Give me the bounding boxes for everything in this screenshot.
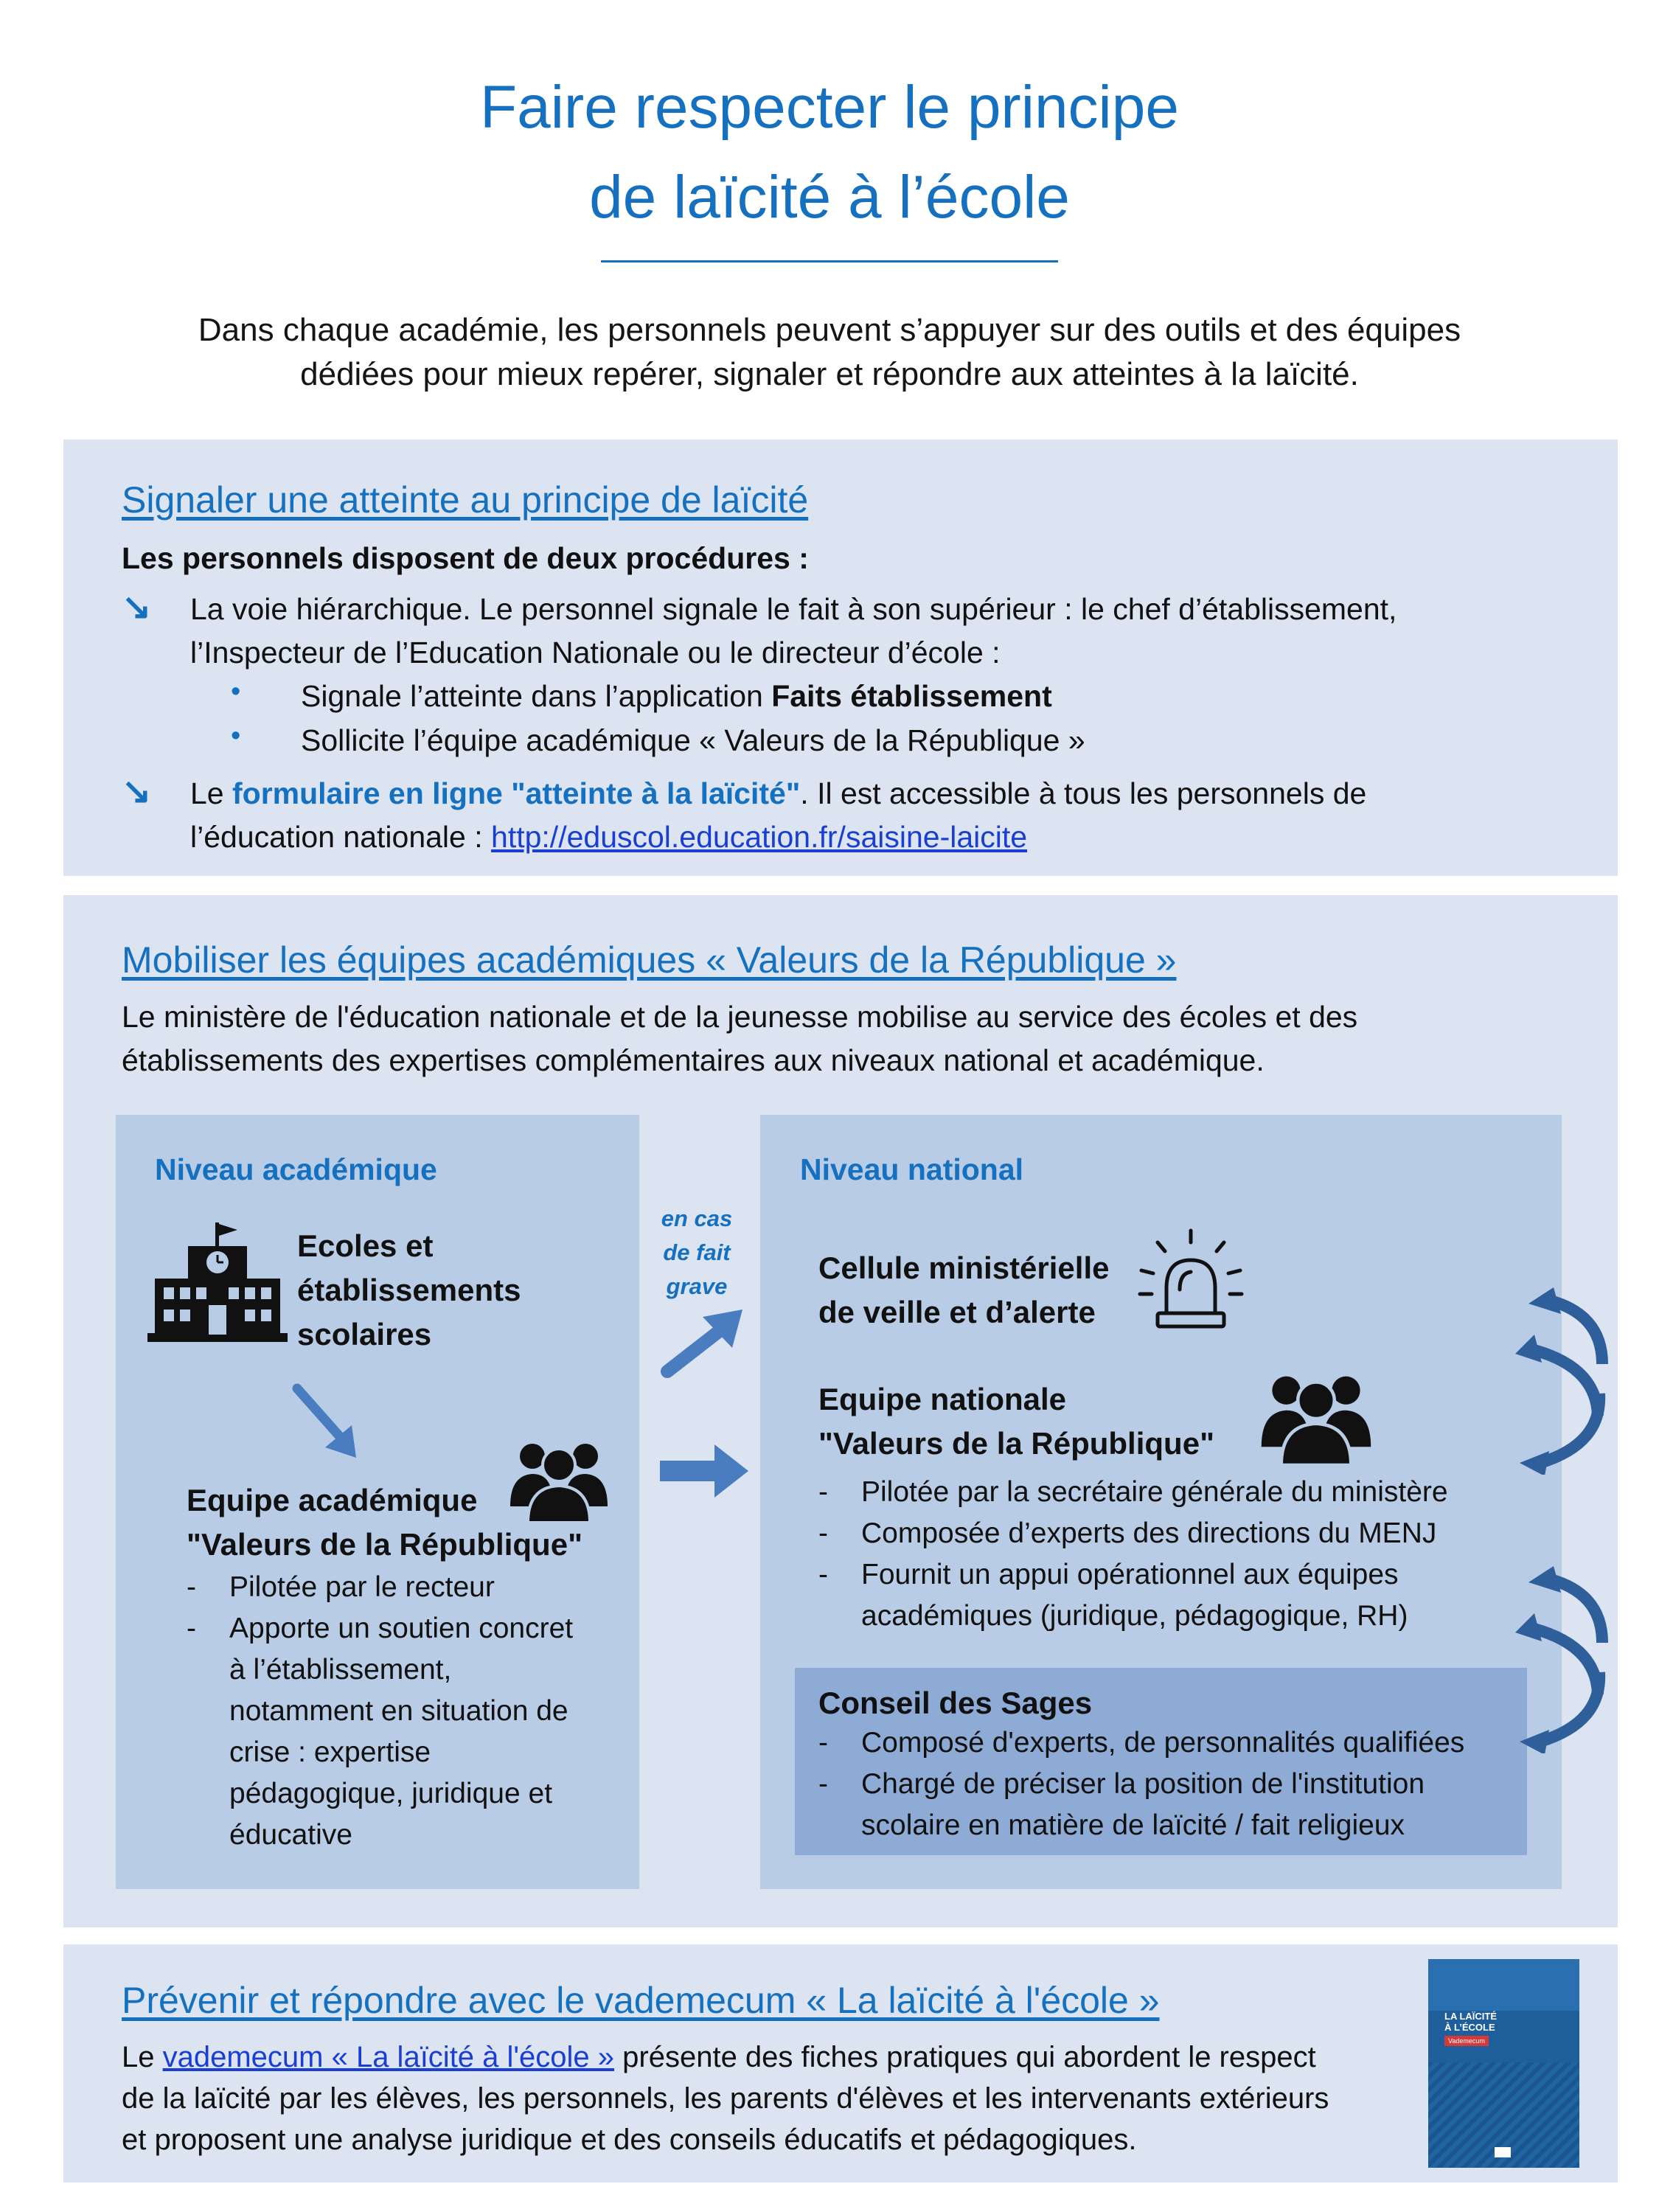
equipe-nationale-title [818,1377,1214,1466]
prevenir-line-3: et proposent une analyse juridique et des conseils éducatifs et pédagogiques. [122,2124,1137,2156]
ecoles-etablissements-label [297,1224,521,1357]
right-arrow-icon [658,1441,751,1500]
en-cas-de-fait-grave-label [649,1202,745,1304]
formulaire-line2-prefix: l’éducation nationale : [190,820,492,854]
conseil-des-sages-list [818,1722,1519,1846]
team-people-icon [1257,1366,1375,1465]
list-item-text: Composée d’experts des directions du MENJ [861,1517,1437,1549]
bullet-solliciter-equipe: Sollicite l’équipe académique « Valeurs de la République » [301,723,1085,757]
mobiliser-title: Mobiliser les équipes académiques « Valeurs de la République » [122,939,1177,981]
cover-title [1444,2011,1497,2033]
schools-line-1: Ecoles et [297,1228,434,1263]
down-right-arrow-icon [291,1382,365,1464]
list-item-text: à l’établissement, [229,1654,452,1686]
list-item-text: Chargé de préciser la position de l'institution [861,1768,1425,1800]
prevenir-line1-suffix: présente des fiches pratiques qui abordent le respect [614,2041,1316,2073]
cellule-veille-alerte-label [818,1246,1110,1335]
signaler-title: Signaler une atteinte au principe de laïcité [122,479,809,521]
conseil-des-sages-title: Conseil des Sages [818,1686,1093,1720]
cellule-line-1: Cellule ministérielle [818,1251,1110,1285]
list-item [818,1513,1556,1554]
diagonal-arrow-icon: ↘ [122,772,152,811]
middle-line-2: de fait [663,1239,731,1265]
equipe-nationale-line-2: "Valeurs de la République" [818,1426,1214,1461]
bullet-1-text: Signale l’atteinte dans l’application [301,679,772,713]
dash-marker: - [187,1571,196,1603]
procedure-hierarchique-line-1: La voie hiérarchique. Le personnel signale le fait à son supérieur : le chef d’établissement, [190,592,1397,626]
equipe-academique-line-1: Equipe académique [187,1483,478,1517]
middle-line-3: grave [666,1273,728,1299]
formulaire-prefix: Le [190,776,232,810]
intro-line-2: dédiées pour mieux repérer, signaler et répondre aux atteintes à la laïcité. [300,356,1359,392]
list-item [818,1722,1519,1764]
dash-marker: - [818,1476,828,1508]
intro-text [103,308,1556,397]
republique-logo [1495,2147,1511,2157]
prevenir-text [122,2037,1329,2160]
list-item-text: Pilotée par la secrétaire générale du ministère [861,1476,1448,1508]
bullet-faits-etablissement [301,675,1052,718]
mobiliser-text-line-2: établissements des expertises complémentaires aux niveaux national et académique. [122,1043,1265,1077]
list-item [187,1608,629,1856]
dash-marker: - [818,1727,828,1759]
procedure-hierarchique [190,588,1397,675]
page-title [0,63,1659,243]
cellule-line-2: de veille et d’alerte [818,1295,1096,1329]
list-item-text: Composé d'experts, de personnalités qualifiées [861,1727,1465,1759]
bullet-icon: • [231,676,241,707]
equipe-academique-list [187,1567,629,1856]
dash-marker: - [818,1517,828,1549]
list-item-text: Fournit un appui opérationnel aux équipes [861,1559,1399,1590]
title-line-2: de laïcité à l’école [589,164,1070,231]
list-item-text: Pilotée par le recteur [229,1571,495,1603]
bullet-icon: • [231,720,241,751]
procedure-formulaire [190,772,1366,859]
list-item [818,1764,1519,1846]
cover-title-line-2: À L’ÉCOLE [1444,2022,1495,2033]
saisine-laicite-link[interactable]: http://eduscol.education.fr/saisine-laicite [491,820,1028,854]
diagonal-arrow-icon: ↘ [122,588,152,627]
list-item-text: crise : expertise [229,1736,431,1768]
title-divider [601,260,1058,262]
list-item [818,1472,1556,1513]
list-item-text: éducative [229,1819,352,1851]
list-item-text: notamment en situation de [229,1695,568,1727]
procedure-formulaire-line-1 [190,772,1366,815]
prevenir-line-2: de la laïcité par les élèves, les personnels, les parents d'élèves et les intervenants extérieurs [122,2082,1329,2115]
formulaire-suffix: . Il est accessible à tous les personnels de [800,776,1367,810]
exchange-arrows-icon [1515,1562,1618,1753]
mobiliser-text-line-1: Le ministère de l'éducation nationale et de la jeunesse mobilise au service des écoles et des [122,1000,1358,1034]
niveau-academique-label: Niveau académique [155,1152,437,1186]
dash-marker: - [818,1768,828,1800]
equipe-nationale-list [818,1472,1556,1637]
faits-etablissement-label: Faits établissement [771,679,1052,713]
procedure-formulaire-line-2 [190,815,1366,859]
schools-line-2: établissements [297,1273,521,1307]
list-item-text: Apporte un soutien concret [229,1613,574,1644]
schools-line-3: scolaires [297,1317,432,1352]
equipe-academique-line-2: "Valeurs de la République" [187,1527,582,1562]
list-item [818,1554,1556,1637]
cover-title-line-1: LA LAÏCITÉ [1444,2011,1498,2022]
vademecum-cover-image[interactable] [1428,1959,1579,2168]
cover-tag: Vademecum [1444,2036,1489,2046]
intro-line-1: Dans chaque académie, les personnels peuvent s’appuyer sur des outils et des équipes [198,312,1461,348]
equipe-nationale-line-1: Equipe nationale [818,1382,1067,1416]
signaler-subtitle: Les personnels disposent de deux procédures : [122,541,809,575]
niveau-national-label: Niveau national [800,1152,1024,1186]
up-right-arrow-icon [660,1305,748,1379]
list-item-text: scolaire en matière de laïcité / fait religieux [861,1809,1405,1841]
dash-marker: - [818,1559,828,1590]
title-line-1: Faire respecter le principe [480,74,1179,141]
equipe-academique-title [187,1478,582,1567]
exchange-arrows-icon [1515,1283,1618,1475]
procedure-hierarchique-line-2: l’Inspecteur de l’Education Nationale ou le directeur d’école : [190,636,1001,669]
prevenir-line-1 [122,2037,1329,2078]
alarm-siren-icon [1135,1228,1246,1338]
prevenir-title: Prévenir et répondre avec le vademecum « La laïcité à l'école » [122,1980,1160,2021]
cover-header-strip [1428,1959,1579,2011]
formulaire-name: formulaire en ligne "atteinte à la laïcité" [232,776,801,810]
dash-marker: - [187,1613,196,1644]
mobiliser-text [122,995,1357,1082]
school-building-icon [147,1222,288,1344]
prevenir-line1-prefix: Le [122,2041,163,2073]
vademecum-link[interactable]: vademecum « La laïcité à l'école » [162,2041,615,2073]
list-item-text: académiques (juridique, pédagogique, RH) [861,1600,1408,1632]
list-item-text: pédagogique, juridique et [229,1778,553,1809]
list-item [187,1567,629,1608]
middle-line-1: en cas [661,1206,733,1231]
